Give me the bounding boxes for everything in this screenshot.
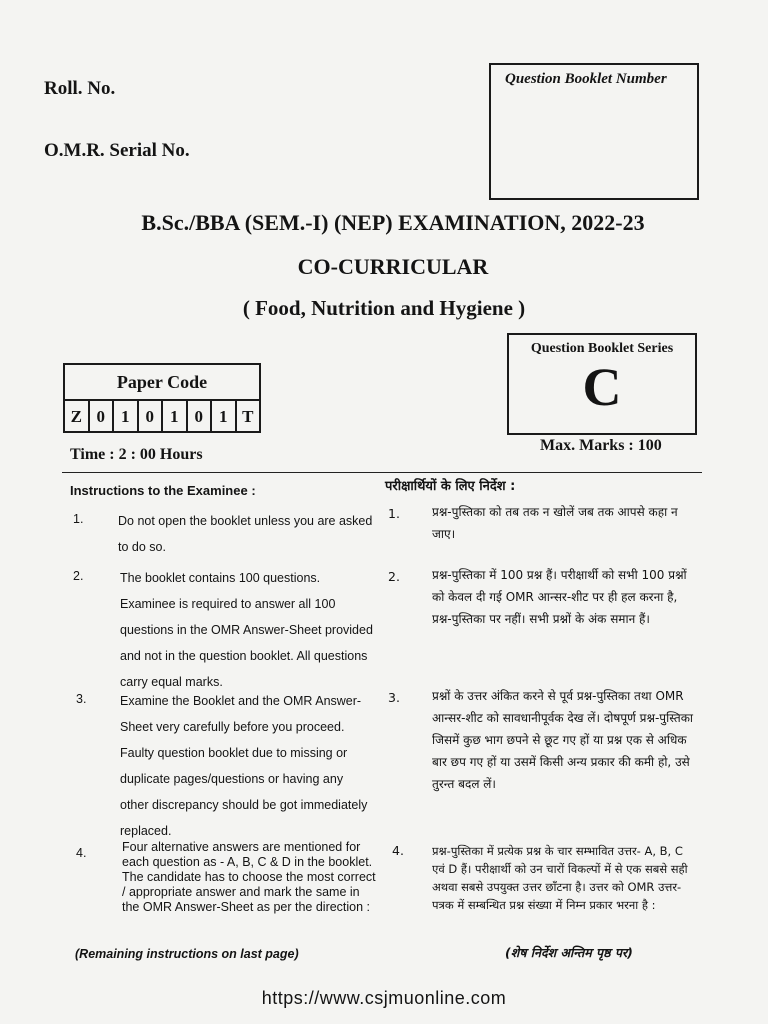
paper-code-char: 0 — [188, 401, 213, 433]
max-marks: Max. Marks : 100 — [540, 437, 662, 454]
roll-no-label: Roll. No. — [44, 78, 116, 99]
instruction-en-text: Four alternative answers are mentioned for each question as - A, B, C & D in the booklet. The candidate has to choose the most correct / appropriate answer and mark the same in the OMR Answer-Sheet as per the direction : — [122, 840, 376, 914]
paper-code-char: 1 — [163, 401, 188, 433]
series-letter: C — [582, 357, 622, 417]
exam-time: Time : 2 : 00 Hours — [70, 446, 203, 463]
instruction-hi-text: प्रश्नों के उत्तर अंकित करने से पूर्व प्रश्न-पुस्तिका तथा OMR आन्सर-शीट को सावधानीपूर्वक देख लें। दोषपूर्ण प्रश्न-पुस्तिका जिसमें कुछ भाग छपने से छूट गए हों या प्रश्न एक से अधिक बार छप गए हों या उसमें किसी अन्य प्रकार की कमी हो, उसे तुरन्त बदल लें। — [432, 689, 694, 791]
instruction-en-text: Examine the Booklet and the OMR Answer-Sheet very carefully before you proceed. Faulty question booklet due to missing or duplicate pages/questions or having any other discrepancy should be got immediately replaced. — [120, 694, 368, 838]
paper-code-char: 1 — [114, 401, 139, 433]
omr-serial-label: O.M.R. Serial No. — [44, 140, 190, 161]
question-booklet-number-box — [489, 63, 699, 200]
paper-code-char: T — [242, 407, 254, 426]
instruction-en-number: 1. — [73, 512, 84, 526]
paper-code-char: 1 — [212, 401, 237, 433]
instructions-en-heading: Instructions to the Examinee : — [70, 483, 256, 498]
instructions-hi-heading: परीक्षार्थियों के लिए निर्देश : — [385, 479, 516, 494]
instruction-en-text: Do not open the booklet unless you are asked to do so. — [118, 514, 373, 554]
remaining-instructions-en: (Remaining instructions on last page) — [75, 947, 299, 961]
footer-url: https://www.csjmuonline.com — [261, 988, 507, 1008]
instruction-en-number: 3. — [76, 692, 87, 706]
paper-code-label: Paper Code — [65, 365, 259, 401]
paper-code-char: 0 — [139, 401, 164, 433]
exam-subject: CO-CURRICULAR — [297, 254, 489, 279]
instruction-en-text: The booklet contains 100 questions. Examinee is required to answer all 100 questions in the OMR Answer-Sheet provided and not in the question booklet. All questions carry equal marks. — [120, 571, 373, 689]
exam-title: B.Sc./BBA (SEM.-I) (NEP) EXAMINATION, 2022-23 — [141, 210, 645, 235]
question-booklet-series-box — [507, 333, 697, 435]
question-booklet-series-label: Question Booklet Series — [530, 341, 674, 356]
instruction-hi-number: 2. — [388, 569, 400, 584]
paper-code-box — [63, 363, 261, 433]
instruction-en-number: 4. — [76, 846, 87, 860]
paper-code-char: Z — [65, 401, 90, 433]
instruction-hi-text: प्रश्न-पुस्तिका में 100 प्रश्न हैं। परीक्षार्थी को सभी 100 प्रश्नों को केवल दी गई OMR आन्सर-शीट पर ही हल करना है, प्रश्न-पुस्तिका पर नहीं। सभी प्रश्नों के अंक समान हैं। — [432, 568, 687, 626]
remaining-instructions-hi: (शेष निर्देश अन्तिम पृष्ठ पर) — [505, 945, 633, 960]
instruction-hi-number: 4. — [392, 843, 404, 858]
question-booklet-number-label: Question Booklet Number — [505, 71, 667, 87]
instruction-hi-text: प्रश्न-पुस्तिका को तब तक न खोलें जब तक आपसे कहा न जाए। — [432, 505, 678, 541]
paper-code-cells — [65, 401, 259, 433]
instruction-hi-number: 3. — [388, 690, 400, 705]
instruction-hi-number: 1. — [388, 506, 400, 521]
instruction-hi-text: प्रश्न-पुस्तिका में प्रत्येक प्रश्न के चार सम्भावित उत्तर- A, B, C एवं D हैं। परीक्षार्थी को उन चारों विकल्पों में से एक सबसे सही अथवा सबसे उपयुक्त उत्तर छाँटना है। उत्तर को OMR उत्तर-पत्रक में सम्बन्धित प्रश्न संख्या में निम्न प्रकार भरना है : — [432, 844, 688, 912]
instruction-en-number: 2. — [73, 569, 84, 583]
divider — [62, 472, 702, 473]
paper-name: ( Food, Nutrition and Hygiene ) — [242, 296, 526, 320]
paper-code-char: 0 — [90, 401, 115, 433]
